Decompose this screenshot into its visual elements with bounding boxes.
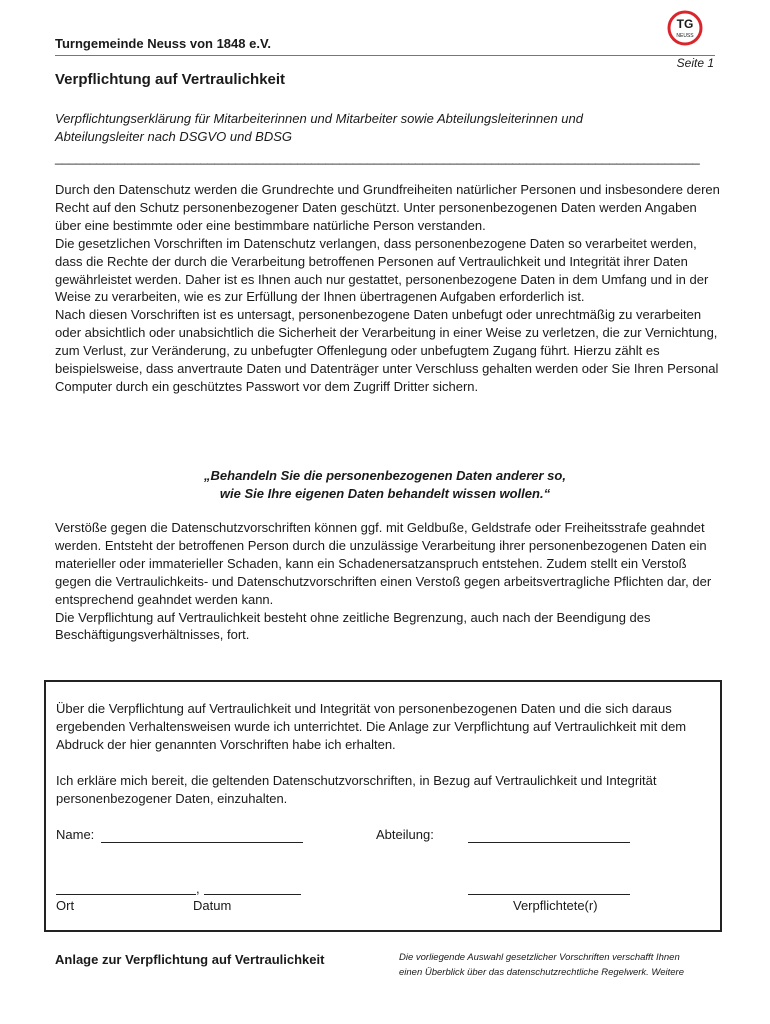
quote: [55, 467, 715, 503]
paragraph: Verstöße gegen die Datenschutzvorschriften können ggf. mit Geldbuße, Geldstrafe oder Freiheitsstrafe geahndet werden. Entsteht der betroffenen Person durch die unzulässige Verarbeitung ihrer personenbezogenen Daten ein materieller oder immaterieller Schaden, kann ein Schadenersatzanspruch entstehen. Zudem stellt ein Verstoß gegen die Vertraulichkeits- und Datenschutzvorschriften einen Verstoß gegen arbeitsvertragliche Pflichten dar, der entsprechend geahndet werden kann.: [55, 520, 712, 607]
department-field[interactable]: [468, 842, 630, 843]
paragraph: Nach diesen Vorschriften ist es untersagt, personenbezogene Daten unbefugt oder unrechtmäßig zu verarbeiten oder absichtlich oder unabsichtlich die Sicherheit der Verarbeitung in einer Weise zu verletzen, die zur Vernichtung, zum Verlust, zur Veränderung, zu unbefugter Offenlegung oder unbefugtem Zugang führt. Hierzu zählt es beispielsweise, dass anvertraute Daten und Datenträger unter Verschluss gehalten werden oder Sie Ihren Personal Computer durch ein geschütztes Passwort vor dem Zugriff Dritter sichern.: [55, 307, 719, 394]
consequences-text: [55, 519, 720, 644]
declaration-text-2: Ich erkläre mich bereit, die geltenden Datenschutzvorschriften, in Bezug auf Vertraulichkeit und Integrität personenbezogener Daten, einzuhalten.: [56, 773, 657, 806]
comma: ,: [196, 881, 200, 896]
note-line-1: Die vorliegende Auswahl gesetzlicher Vorschriften verschafft Ihnen: [399, 952, 680, 963]
name-field[interactable]: [101, 842, 303, 843]
appendix-title: Anlage zur Verpflichtung auf Vertraulichkeit: [55, 952, 325, 967]
document-subtitle: [55, 110, 695, 146]
note-line-2: einen Überblick über das datenschutzrechtliche Regelwerk. Weitere: [399, 967, 684, 978]
quote-line-2: wie Sie Ihre eigenen Daten behandelt wissen wollen.“: [219, 486, 551, 501]
place-field[interactable]: [56, 894, 196, 895]
tg-neuss-logo: [667, 10, 703, 46]
date-label: Datum: [193, 898, 232, 913]
header-divider: [55, 55, 715, 56]
paragraph: Die gesetzlichen Vorschriften im Datenschutz verlangen, dass personenbezogene Daten so verarbeitet werden, dass die Rechte der durch die Verarbeitung betroffenen Personen auf Vertraulichkeit und Integrität ihrer Daten gewährleistet werden. Daher ist es Ihnen auch nur gestattet, personenbezogene Daten in dem Umfang und in der Weise zu verarbeiten, wie es zur Erfüllung der Ihnen übertragenen Aufgaben erforderlich ist.: [55, 235, 709, 305]
paragraph: Durch den Datenschutz werden die Grundrechte und Grundfreiheiten natürlicher Personen und insbesondere deren Recht auf den Schutz personenbezogener Daten geschützt. Unter personenbezogenen Daten werden Angaben über eine bestimmte oder eine bestimmbare natürliche Person verstanden.: [55, 182, 720, 233]
department-label: Abteilung:: [376, 827, 434, 842]
paragraph: Die Verpflichtung auf Vertraulichkeit besteht ohne zeitliche Begrenzung, auch nach der Beendigung des Beschäftigungsverhältnisses, fort.: [55, 609, 651, 643]
declaration-text-1: Über die Verpflichtung auf Vertraulichkeit und Integrität von personenbezogenen Daten und die sich daraus ergebenden Verhaltensweisen wurde ich unterrichtet. Die Anlage zur Verpflichtung auf Vertraulichkeit mit dem Abdruck der hier genannten Vorschriften habe ich erhalten.: [56, 701, 687, 752]
declaration-box: [44, 680, 722, 932]
document-title: Verpflichtung auf Vertraulichkeit: [55, 71, 286, 88]
logo-text-sub: NEUSS: [676, 33, 694, 39]
signature-label: Verpflichtete(r): [513, 898, 598, 913]
logo-text-main: TG: [676, 17, 694, 31]
place-label: Ort: [56, 898, 75, 913]
appendix-note: [399, 950, 719, 980]
name-label: Name:: [56, 827, 95, 842]
organization-name: Turngemeinde Neuss von 1848 e.V.: [55, 36, 272, 51]
intro-text: [55, 181, 720, 396]
subtitle-line-2: Abteilungsleiter nach DSGVO und BDSG: [55, 129, 293, 144]
date-field[interactable]: [204, 894, 301, 895]
quote-line-1: „Behandeln Sie die personenbezogenen Daten anderer so,: [204, 468, 566, 483]
subtitle-line-1: Verpflichtungserklärung für Mitarbeiterinnen und Mitarbeiter sowie Abteilungsleiterinnen und: [55, 111, 583, 126]
signature-field[interactable]: [468, 894, 630, 895]
subtitle-separator: _____________________________________________________________________________________________: [55, 150, 700, 165]
page-number: Seite 1: [676, 56, 714, 70]
